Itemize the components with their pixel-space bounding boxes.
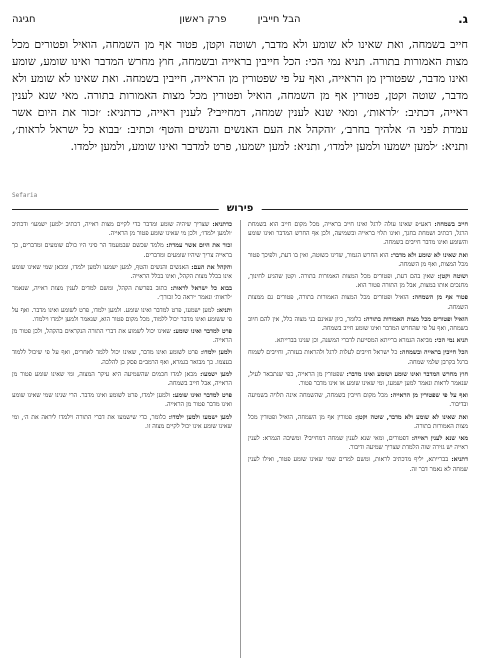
commentary-paragraph	[248, 391, 468, 409]
commentary-lemma: חוץ מחרש המדבר ואינו שומע ושומע ואינו מדבר:	[343, 370, 468, 378]
commentary-text: כלומר, כדי שישמעו את דברי התורה וילמדו ליראה את ה׳, ומי שאינו שומע אינו יכול לקיים מצוה זו.	[12, 413, 232, 430]
commentary-paragraph	[248, 293, 468, 311]
commentary-paragraph	[12, 241, 232, 259]
commentary-paragraph	[248, 348, 468, 366]
commentary-lemma: למען ישמעו:	[196, 370, 232, 378]
commentary-paragraph	[248, 455, 468, 473]
main-text-block: חייב בשמחה, ואת שאינו לא שומע ולא מדבר, ושוטה וקטן, פטור אף מן השמחה, הואיל ופטורים מכל מצות האמורות בתורה. תניא נמי הכי: הכל חייבין בראייה ובשמחה, חוץ מחרש המדבר ואינו שומע, שומע ואינו מדבר, שפטורין מן הראייה, ואף על פי שפטורין מן הראייה, חייבין בשמחה. ואת שאינו לא שומע ולא מדבר, שוטה וקטן, פטורין אף מן השמחה, הואיל ופטורין מכל מצות האמורות בתורה. מאי שנא לענין ראייה, דכתיב: ׳לראות׳, ומאי שנא לענין שמחה, דמחייבי? לענין ראייה, כדתניא: ׳זכור את היום אשר עמדת לפני ה׳ אלהיך בחרב׳, ׳והקהל את העם האנשים והנשים והטף׳ וכתיב: ׳בבוא כל ישראל לראות׳, ותניא: ׳למען ישמעו ולמען ילמדו׳, ותניא: למען ישמעו, פרט למדבר ואינו שומע, ולמען ילמדו.	[12, 38, 468, 153]
page-number: ג.	[458, 12, 468, 26]
commentary-paragraph	[12, 391, 232, 409]
commentary-lemma: חייב בשמחה:	[431, 221, 468, 228]
chapter-label: פרק ראשון	[179, 14, 227, 25]
commentary-column-right	[248, 220, 468, 658]
commentary-paragraph	[12, 348, 232, 366]
column-divider	[240, 220, 241, 658]
watermark: Sefaria	[12, 192, 38, 199]
commentary-lemma: פרט למדבר ואינו שומע:	[170, 328, 232, 336]
commentary-lemma: ואת שאינו לא שומע ולא מדבר, שוטה וקטן:	[352, 413, 468, 421]
commentary-text: מלמד שכשם שבמעמד הר סיני היו כולם שומעים ומדברים, כך בראייה צריך שיהיו שומעים ומדברים.	[12, 242, 232, 259]
commentary-lemma: ולמען ילמדו:	[198, 349, 232, 357]
commentary-text: הוא החרש הגמור, שדינו כשוטה, ואין בו דעת, ולפיכך פטור מכל המצות, ואף מן השמחה.	[248, 251, 468, 268]
page-header	[12, 10, 468, 34]
commentary-text: שצריך שיהיה שומע ומדבר כדי לקיים מצות ראייה, דכתיב ׳למען ישמעו׳ ודכתיב ׳ולמען ילמדו׳, ולכן מי שאינו שומע פטור מן הראייה.	[12, 221, 232, 238]
commentary-text: פטורין אף מן השמחה, הואיל ופטורין מכל מצות האמורות בתורה.	[248, 413, 468, 430]
commentary-lemma: ושוטה וקטן:	[434, 273, 468, 281]
commentary-text: שאין בהם דעת, ופטורים מכל המצות האמורות בתורה. וקטן שהגיע לחינוך, מחנכים אותו במצות, אבל מן התורה פטור הוא.	[248, 273, 468, 290]
document-page	[12, 10, 468, 658]
commentary-lemma: פרט למדבר ואינו שומע:	[170, 392, 232, 400]
running-head	[12, 14, 468, 25]
tractate-name: חגיגה	[12, 14, 36, 25]
commentary-text: דאע״פ שאינו עולה לרגל ואינו חייב בראייה, מכל מקום חייב הוא בשמחת הרגל, דכתיב ושמחת בחגך, ואינו תלוי בראייה ובשמיעה, ולכן אף החרש המדבר ואינו שומע והשומע ואינו מדבר חייבים בשמחה.	[248, 221, 468, 247]
commentary-lemma: תניא נמי הכי:	[432, 337, 468, 345]
commentary-text: ולמען ילמדו, פרט לשומע ואינו מדבר. הרי שנינו שמי שאינו שומע ואינו מדבר פטור מן הראייה.	[12, 392, 232, 409]
commentary-lemma: והקהל את העם:	[188, 263, 232, 271]
commentary-text: פרט לשומע ואינו מדבר, שאינו יכול ללמד לאחרים, ואף על פי שיכול ללמוד בעצמו. כך מבואר בגמרא, ואף הרמב״ם פסק כן להלכה.	[12, 349, 232, 366]
commentary-lemma: בבוא כל ישראל לראות:	[167, 285, 232, 293]
section-label: פירוש	[219, 203, 262, 214]
commentary-paragraph	[248, 315, 468, 333]
commentary-lemma: ואף על פי שפטורין מן הראייה:	[387, 392, 468, 400]
commentary-lemma: למען ישמעו ולמען ילמדו:	[165, 413, 232, 421]
commentary-paragraph	[12, 284, 232, 302]
chapter-title: הבל חייבין	[257, 14, 301, 25]
commentary-paragraph	[12, 327, 232, 345]
commentary-text: מכאן למדו חכמים שהשמיעה היא עיקר המצוה, ומי שאינו שומע פטור מן הראייה, אבל חייב בשמחה.	[12, 370, 232, 388]
commentary-lemma: פטור אף מן השמחה:	[408, 294, 468, 302]
commentary-text: האנשים והנשים והטף, למען ישמעו ולמען ילמדו, ומכאן שמי שאינו שומע אינו בכלל מצות הקהל, ואינו בכלל הראייה.	[12, 263, 232, 281]
commentary-text: מביאה הגמרא ברייתא המסייעת לדברי המשנה, וכן שנינו בברייתא.	[274, 337, 433, 345]
commentary-lemma: ותניא:	[214, 306, 232, 314]
commentary-paragraph	[12, 306, 232, 324]
commentary-text: כל ישראל חייבים לעלות לרגל ולהראות בעזרה, וחייבים לשמוח ברגל בקרבן שלמי שמחה.	[248, 349, 468, 366]
commentary-lemma: דתניא:	[448, 456, 468, 464]
commentary-paragraph	[248, 220, 468, 248]
commentary-paragraph	[248, 370, 468, 388]
commentary-paragraph	[248, 336, 468, 345]
commentary-lemma: כדתניא:	[209, 221, 232, 228]
commentary-text: בברייתא, יליף מדכתיב לראות, ומשם למדים שמי שאינו שומע פטור, ואילו לענין שמחה לא נאמר דבר זה.	[248, 456, 468, 473]
commentary-text: דפטורים, ומאי שנא לענין שמחה דמחייבי? ומשיבה הגמרא: לענין ראייה יש גזירה שוה הלמדת שצריך שמיעה ודיבור.	[248, 435, 468, 452]
commentary-lemma: הואיל ופטורים מכל מצות האמורות בתורה:	[361, 315, 468, 323]
section-separator	[12, 204, 468, 214]
commentary-lemma: מאי שנא לענין ראייה:	[408, 435, 468, 443]
commentary-paragraph	[248, 272, 468, 290]
commentary-paragraph	[248, 251, 468, 269]
commentary-text: למען ישמעו, פרט למדבר ואינו שומע. ולמען ילמדו, פרט לשומע ואינו מדבר. ואף על פי ששומע ואינו מדבר יכול ללמוד, מכל מקום פטור הוא, שנאמר ולמען ילמדו וילמדו.	[12, 306, 232, 323]
commentary-paragraph	[12, 220, 232, 238]
commentary-text: הואיל ופטורים מכל המצות האמורות בתורה, פטורים גם ממצות השמחה.	[248, 294, 468, 311]
commentary-paragraph	[248, 413, 468, 431]
commentary-text: כתוב בפרשת הקהל, ומשם למדים לענין מצות ראייה, שנאמר ׳לראות׳ ונאמר ׳יראה כל זכורך׳.	[12, 285, 232, 302]
commentary-paragraph	[12, 263, 232, 281]
commentary-lemma: זכור את היום אשר עמדת:	[163, 242, 232, 250]
commentary-lemma: הכל חייבין בראייה ובשמחה:	[397, 349, 468, 357]
commentary-paragraph	[12, 413, 232, 431]
commentary-paragraph	[248, 434, 468, 452]
commentary-paragraph	[12, 370, 232, 388]
commentary-text: שאינו יכול לשמוע את דברי התורה הנקראים בהקהל, ולכן פטור מן הראייה.	[12, 328, 232, 345]
commentary-text: כלומר, כיון שאינם בני מצוה כלל, אין להם חיוב בשמחה, ואף על פי שהחרש המדבר ואינו שומע חייב בשמחה.	[248, 315, 468, 333]
commentary-lemma: ואת שאינו לא שומע ולא מדבר:	[388, 251, 468, 259]
commentary-column-left	[12, 220, 232, 658]
commentary-text: מכל מקום חייבין בשמחה, שהשמחה אינה תלויה בשמיעה ובדיבור.	[248, 392, 468, 409]
commentary-text: שפטורין מן הראייה, כפי שנתבאר לעיל, שנאמר לראות ונאמר למען ישמעו, ומי שאינו שומע או אינו מדבר פטור.	[248, 370, 468, 388]
